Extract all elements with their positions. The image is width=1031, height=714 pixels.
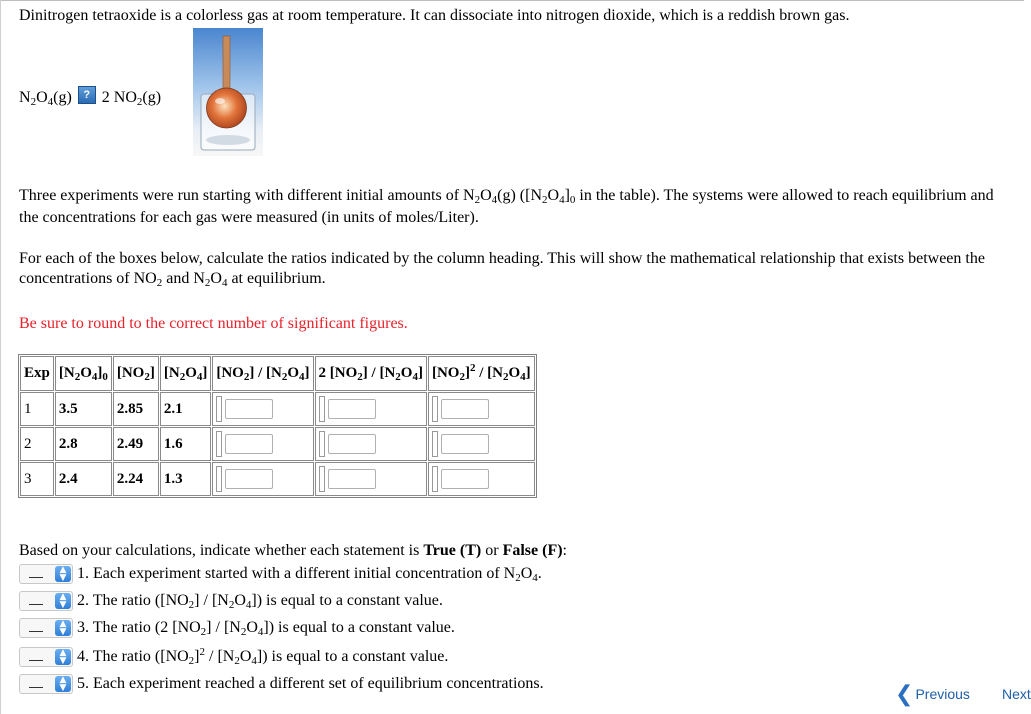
cell-marker [216,431,222,457]
previous-label: Previous [915,686,970,702]
statement-1 [19,563,542,585]
cell-marker [319,466,325,492]
cell-marker [216,466,222,492]
statement-4 [19,646,448,668]
statement-5-select[interactable] [19,674,73,694]
cell-ratio-2 [315,392,427,426]
instructions-text: For each of the boxes below, calculate the ratios indicated by the column heading. This will show the mathematical relationship that exists between the concentrations of $NO_2$ and $N_2O_4$ at equilibrium. [19,250,985,289]
cell-ratio-3 [428,392,535,426]
select-arrows-icon: ▲ ▼ [55,593,71,609]
cell-ratio-3 [428,427,535,461]
select-arrows-icon: ▲ ▼ [55,566,71,582]
statement-4-text: 4. The ratio $([NO_2]^2 / [N_2O_4])$ is equal to a constant value. [77,646,449,667]
select-arrows-icon: ▲ ▼ [55,649,71,665]
header-ratio-2: 2 $[NO_2] / [N_2O_4]$ [315,356,427,391]
cell-ratio-1 [212,427,313,461]
header-exp: Exp [20,356,54,391]
cell-ratio-1 [212,392,313,426]
statement-5 [19,673,544,695]
statement-2-select[interactable] [19,591,73,611]
ratio-1-input[interactable] [225,469,273,489]
flask-image [193,28,263,156]
cell-initial-n2o4: 3.5 [55,392,112,426]
next-button[interactable] [1002,683,1031,705]
statement-3-select[interactable] [19,618,73,638]
statement-1-text: 1. Each experiment started with a different initial concentration of $N_2O_4$. [77,565,542,584]
cell-ratio-2 [315,462,427,496]
previous-button[interactable] [895,683,970,705]
cell-marker [432,431,438,457]
select-blank [29,660,43,661]
cell-no2: 2.49 [113,427,159,461]
cell-no2: 2.85 [113,392,159,426]
cell-n2o4: 1.3 [160,462,212,496]
ratio-3-input[interactable] [441,399,489,419]
cell-marker [319,396,325,422]
select-arrows-icon: ▲ ▼ [55,676,71,692]
cell-marker [319,431,325,457]
statement-5-text: 5. Each experiment reached a different set of equilibrium concentrations. [77,675,544,692]
header-ratio-1: $[NO_2] / [N_2O_4]$ [212,356,313,391]
select-blank [29,631,43,632]
cell-marker [432,396,438,422]
ratio-2-input[interactable] [328,399,376,419]
statement-3 [19,617,455,639]
table-header-row [20,356,535,391]
significant-figures-warning: Be sure to round to the correct number of significant figures. [19,315,408,332]
cell-no2: 2.24 [113,462,159,496]
ratio-1-input[interactable] [225,399,273,419]
table-row [20,462,535,496]
equilibrium-help-icon[interactable]: ? [78,86,96,104]
header-n2o4: $[N_2O_4]$ [160,356,212,391]
cell-exp: 1 [20,392,54,426]
chevron-left-icon: ❮ [895,681,914,707]
ratio-3-input[interactable] [441,469,489,489]
statement-4-select[interactable] [19,647,73,667]
table-row [20,427,535,461]
cell-marker [216,396,222,422]
select-blank [29,687,43,688]
statement-1-select[interactable] [19,564,73,584]
cell-marker [432,466,438,492]
cell-exp: 3 [20,462,54,496]
cell-ratio-3 [428,462,535,496]
ratio-2-input[interactable] [328,434,376,454]
statement-3-text: 3. The ratio (2 $[NO_2] / [N_2O_4]$) is equal to a constant value. [77,619,455,638]
next-label: Next [1002,686,1031,702]
table-row [20,392,535,426]
cell-exp: 2 [20,427,54,461]
cell-ratio-1 [212,462,313,496]
cell-n2o4: 2.1 [160,392,212,426]
statements-intro: Based on your calculations, indicate whether each statement is True (T) or False (F): [19,542,567,559]
ratio-3-input[interactable] [441,434,489,454]
product-formula: 2 $NO_2(g)$ [101,89,162,108]
header-initial-n2o4: $[N_2O_4]_0$ [55,356,112,391]
cell-initial-n2o4: 2.4 [55,462,112,496]
experiments-description: Three experiments were run starting with different initial amounts of $N_2O_4(g)$ ($[N_2O_4]_0$ in the table). The systems were allowed to reach equilibrium and the concentrations for each gas were measured (in units of moles/Liter). [19,187,994,226]
statement-2 [19,590,443,612]
header-ratio-3: $[NO_2]^2 / [N_2O_4]$ [428,356,535,391]
intro-text: Dinitrogen tetraoxide is a colorless gas at room temperature. It can dissociate into nitrogen dioxide, which is a reddish brown gas. [19,7,850,24]
ratio-2-input[interactable] [328,469,376,489]
select-blank [29,577,43,578]
select-arrows-icon: ▲ ▼ [55,620,71,636]
statement-2-text: 2. The ratio $([NO_2] / [N_2O_4])$ is equal to a constant value. [77,592,443,611]
ratio-1-input[interactable] [225,434,273,454]
reactant-formula: $N_2O_4(g)$ [19,89,72,108]
reaction-equation [19,83,161,113]
cell-n2o4: 1.6 [160,427,212,461]
header-no2: $[NO_2]$ [113,356,159,391]
cell-initial-n2o4: 2.8 [55,427,112,461]
experiment-table [18,354,537,498]
select-blank [29,604,43,605]
cell-ratio-2 [315,427,427,461]
